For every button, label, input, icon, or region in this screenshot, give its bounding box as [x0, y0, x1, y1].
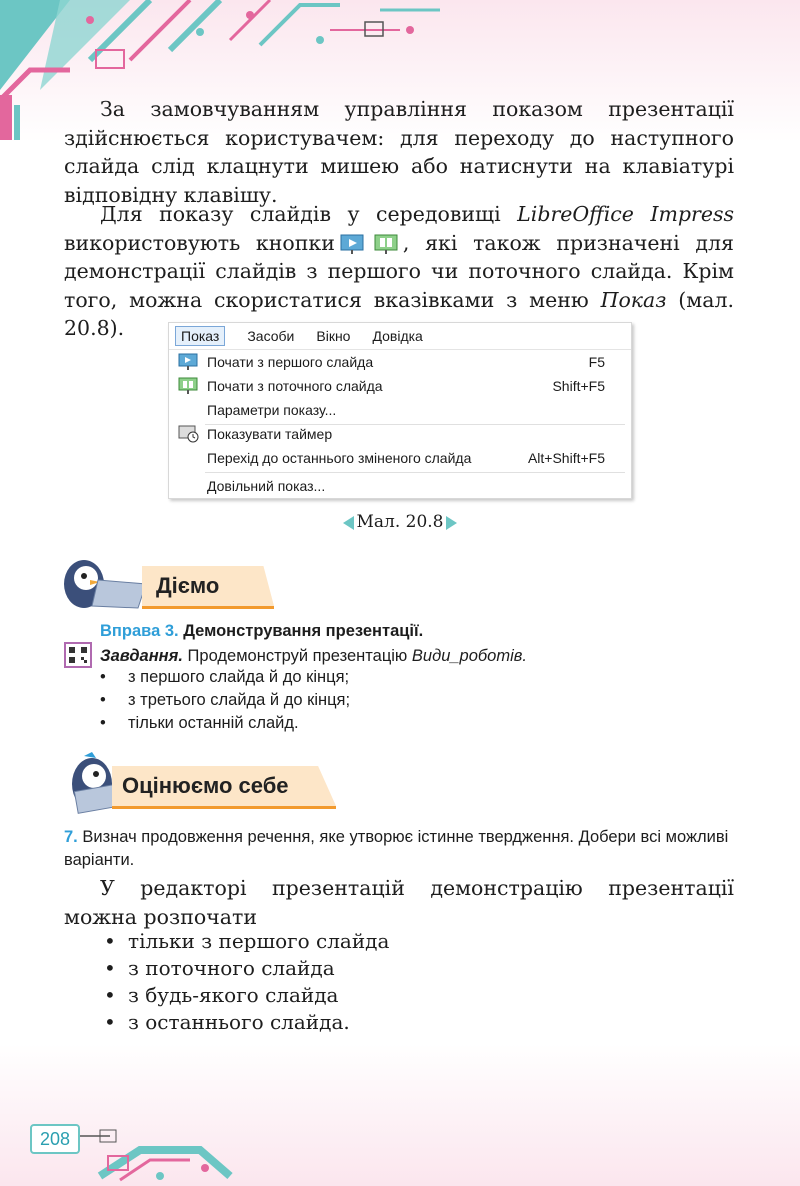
menu-window[interactable]: Вікно	[316, 328, 351, 344]
section-title: Оцінюємо себе	[122, 773, 289, 798]
slideshow-first-icon	[338, 233, 366, 255]
question-text: Визнач продовження речення, яке утворює істинне твердження. Добери всі можливі варіанти.	[64, 828, 729, 869]
menu-bar	[169, 323, 631, 350]
section-title: Діємо	[156, 573, 220, 598]
caption-text: Мал. 20.8	[356, 512, 444, 532]
menu-help[interactable]: Довідка	[372, 328, 423, 344]
app-name: LibreOffice Impress	[517, 202, 734, 226]
timer-icon	[178, 424, 200, 444]
page-number: 208	[30, 1124, 80, 1154]
menu-show[interactable]: Показ	[175, 326, 225, 346]
task-label: Завдання.	[100, 647, 183, 665]
list-item-text: з першого слайда й до кінця;	[128, 668, 350, 686]
show-menu-screenshot	[168, 322, 632, 499]
list-item-text: тільки з першого слайда	[128, 929, 390, 953]
p2-text-a: Для показу слайдів у середовищі	[100, 202, 518, 226]
menu-item-label: Перехід до останнього зміненого слайда	[207, 450, 472, 466]
question-number: 7.	[64, 828, 78, 846]
qr-code-icon	[64, 642, 92, 668]
menu-name: Показ	[600, 287, 667, 312]
question-stem: У редакторі презентацій демонстрацію презентації можна розпочати	[64, 876, 734, 929]
exercise-label: Вправа 3.	[100, 622, 179, 640]
menu-item-label: Показувати таймер	[207, 426, 333, 442]
menu-item-shortcut: F5	[588, 354, 605, 370]
menu-item-start-first[interactable]	[175, 350, 623, 374]
section-banner-act	[142, 566, 282, 606]
task-text: Продемонструй презентацію	[182, 647, 412, 665]
menu-item-label: Почати з першого слайда	[207, 354, 374, 370]
section-banner-self-assess	[112, 766, 340, 806]
menu-item-show-settings[interactable]	[175, 398, 623, 422]
menu-separator	[205, 472, 625, 473]
list-item-text: з останнього слайда.	[128, 1010, 350, 1034]
menu-item-label: Довільний показ...	[207, 478, 326, 494]
task-line	[100, 645, 527, 668]
p2-text-c: , які також призначені для демонстрації слайдів з першого чи поточного слайда. Крім того, можна скористатися вказівками з меню	[64, 230, 734, 312]
slideshow-first-icon	[178, 353, 200, 371]
menu-item-goto-last-edited[interactable]	[175, 446, 623, 470]
list-item-text: тільки останній слайд.	[128, 714, 299, 732]
list-item-text: з третього слайда й до кінця;	[128, 691, 351, 709]
menu-item-label: Почати з поточного слайда	[207, 378, 383, 394]
menu-item-custom-show[interactable]	[175, 474, 623, 498]
paragraph-default-control: За замовчуванням управління показом презентації здійснюється користувачем: для переходу до наступного слайда слід клацнути мишею або натиснути на клавіатурі відповідну клавішу.	[64, 97, 734, 207]
menu-item-show-timer[interactable]	[175, 422, 623, 446]
caption-left-arrow-icon	[343, 516, 354, 530]
menu-item-label: Параметри показу...	[207, 402, 337, 418]
menu-item-shortcut: Alt+Shift+F5	[527, 450, 605, 466]
menu-item-shortcut: Shift+F5	[552, 378, 605, 394]
penguin-laptop-icon	[58, 556, 150, 610]
slideshow-current-icon	[178, 377, 200, 395]
p2-text-d: (мал. 20.8).	[64, 287, 734, 340]
question-7	[64, 826, 732, 872]
list-item-text: з будь-якого слайда	[128, 983, 339, 1007]
figure-caption	[0, 512, 800, 532]
task-file: Види_роботів.	[411, 647, 527, 665]
list-item-text: з поточного слайда	[128, 956, 335, 980]
exercise-heading	[100, 620, 423, 643]
menu-tools[interactable]: Засоби	[247, 328, 295, 344]
p2-text-b: використовують кнопки	[64, 230, 335, 255]
slideshow-current-icon	[372, 233, 400, 255]
exercise-title: Демонстрування презентації.	[183, 622, 424, 640]
caption-right-arrow-icon	[446, 516, 457, 530]
menu-item-start-current[interactable]	[175, 374, 623, 398]
